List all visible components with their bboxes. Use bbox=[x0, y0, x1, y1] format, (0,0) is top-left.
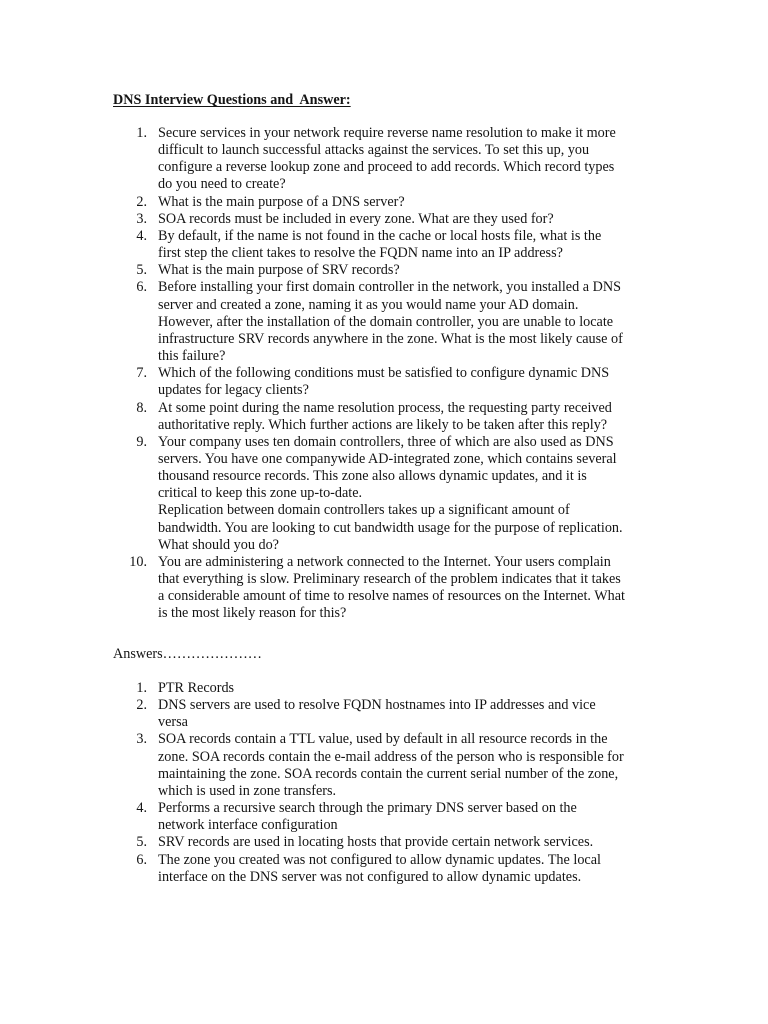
question-text-line: configure a reverse lookup zone and proceed to add records. Which record types bbox=[158, 159, 615, 176]
question-text-line: SOA records must be included in every zone. What are they used for? bbox=[158, 210, 554, 227]
answer-item bbox=[0, 852, 624, 886]
question-item bbox=[0, 211, 625, 228]
answer-number: 3. bbox=[136, 731, 147, 748]
answer-text-line: Performs a recursive search through the primary DNS server based on the bbox=[158, 800, 577, 817]
question-text-line: server and created a zone, naming it as you would name your AD domain. bbox=[158, 296, 579, 313]
answer-text-line: maintaining the zone. SOA records contain the current serial number of the zone, bbox=[158, 765, 619, 782]
question-item bbox=[0, 125, 625, 194]
answer-text-line: zone. SOA records contain the e-mail address of the person who is responsible for bbox=[158, 748, 624, 765]
question-number: 3. bbox=[136, 210, 147, 227]
question-text-line: updates for legacy clients? bbox=[158, 382, 309, 399]
question-number: 8. bbox=[136, 399, 147, 416]
answer-item bbox=[0, 680, 624, 697]
answer-number: 4. bbox=[136, 800, 147, 817]
answer-text-line: versa bbox=[158, 714, 188, 731]
answer-number: 6. bbox=[136, 851, 147, 868]
answer-number: 1. bbox=[136, 680, 147, 696]
answer-item bbox=[0, 731, 624, 800]
question-number: 7. bbox=[136, 365, 147, 382]
question-text-line: Replication between domain controllers takes up a significant amount of bbox=[158, 502, 570, 519]
question-text-line: What is the main purpose of SRV records? bbox=[158, 262, 400, 279]
answer-number: 5. bbox=[136, 834, 147, 851]
document-title: DNS Interview Questions and Answer: bbox=[113, 92, 351, 108]
question-text-line: critical to keep this zone up-to-date. bbox=[158, 485, 363, 502]
question-number: 6. bbox=[136, 279, 147, 296]
question-text-line: You are administering a network connected to the Internet. Your users complain bbox=[158, 553, 611, 570]
question-text-line: Before installing your first domain controller in the network, you installed a DNS bbox=[158, 279, 621, 296]
answer-number: 2. bbox=[136, 697, 147, 714]
answer-item bbox=[0, 834, 624, 851]
question-text-line: bandwidth. You are looking to cut bandwidth usage for the purpose of replication. bbox=[158, 519, 623, 536]
question-text-line: However, after the installation of the domain controller, you are unable to locate bbox=[158, 313, 614, 330]
question-text-line: a considerable amount of time to resolve names of resources on the Internet. What bbox=[158, 588, 625, 605]
question-item bbox=[0, 279, 625, 365]
question-text-line: difficult to launch successful attacks against the services. To set this up, you bbox=[158, 142, 590, 159]
question-item bbox=[0, 400, 625, 434]
answer-text-line: interface on the DNS server was not configured to allow dynamic updates. bbox=[158, 868, 582, 885]
answer-text-line: network interface configuration bbox=[158, 817, 338, 834]
question-text-line: authoritative reply. Which further actions are likely to be taken after this reply? bbox=[158, 416, 608, 433]
answer-item bbox=[0, 697, 624, 731]
answer-item bbox=[0, 800, 624, 834]
question-text-line: do you need to create? bbox=[158, 176, 286, 193]
answer-text-line: which is used in zone transfers. bbox=[158, 782, 337, 799]
question-text-line: At some point during the name resolution process, the requesting party received bbox=[158, 399, 612, 416]
question-text-line: is the most likely reason for this? bbox=[158, 605, 347, 622]
answer-text-line: SRV records are used in locating hosts that provide certain network services. bbox=[158, 834, 594, 851]
question-text-line: servers. You have one companywide AD-integrated zone, which contains several bbox=[158, 450, 617, 467]
question-number: 2. bbox=[136, 193, 147, 210]
question-text-line: Secure services in your network require reverse name resolution to make it more bbox=[158, 125, 616, 141]
question-text-line: this failure? bbox=[158, 348, 226, 365]
question-text-line: What should you do? bbox=[158, 536, 279, 553]
answer-text-line: SOA records contain a TTL value, used by default in all resource records in the bbox=[158, 731, 608, 748]
answer-text-line: The zone you created was not configured to allow dynamic updates. The local bbox=[158, 851, 601, 868]
answers-heading: Answers………………… bbox=[113, 646, 262, 662]
question-number: 10. bbox=[129, 553, 147, 570]
question-number: 5. bbox=[136, 262, 147, 279]
question-text-line: thousand resource records. This zone also allows dynamic updates, and it is bbox=[158, 468, 587, 485]
question-item bbox=[0, 365, 625, 399]
question-text-line: What is the main purpose of a DNS server? bbox=[158, 193, 405, 210]
question-number: 1. bbox=[136, 125, 147, 141]
question-text-line: By default, if the name is not found in the cache or local hosts file, what is the bbox=[158, 227, 602, 244]
question-item bbox=[0, 434, 625, 554]
question-text-line: that everything is slow. Preliminary research of the problem indicates that it takes bbox=[158, 571, 621, 588]
question-item bbox=[0, 554, 625, 623]
question-number: 9. bbox=[136, 433, 147, 450]
answer-text-line: PTR Records bbox=[158, 680, 235, 696]
question-number: 4. bbox=[136, 227, 147, 244]
question-item bbox=[0, 228, 625, 262]
question-text-line: infrastructure SRV records anywhere in the zone. What is the most likely cause of bbox=[158, 330, 623, 347]
question-text-line: Your company uses ten domain controllers, three of which are also used as DNS bbox=[158, 433, 614, 450]
question-text-line: first step the client takes to resolve the FQDN name into an IP address? bbox=[158, 245, 563, 262]
question-item bbox=[0, 194, 625, 211]
question-text-line: Which of the following conditions must be satisfied to configure dynamic DNS bbox=[158, 365, 610, 382]
answer-text-line: DNS servers are used to resolve FQDN hostnames into IP addresses and vice bbox=[158, 697, 596, 714]
questions-list bbox=[0, 125, 625, 623]
answers-list bbox=[0, 680, 624, 886]
question-item bbox=[0, 262, 625, 279]
